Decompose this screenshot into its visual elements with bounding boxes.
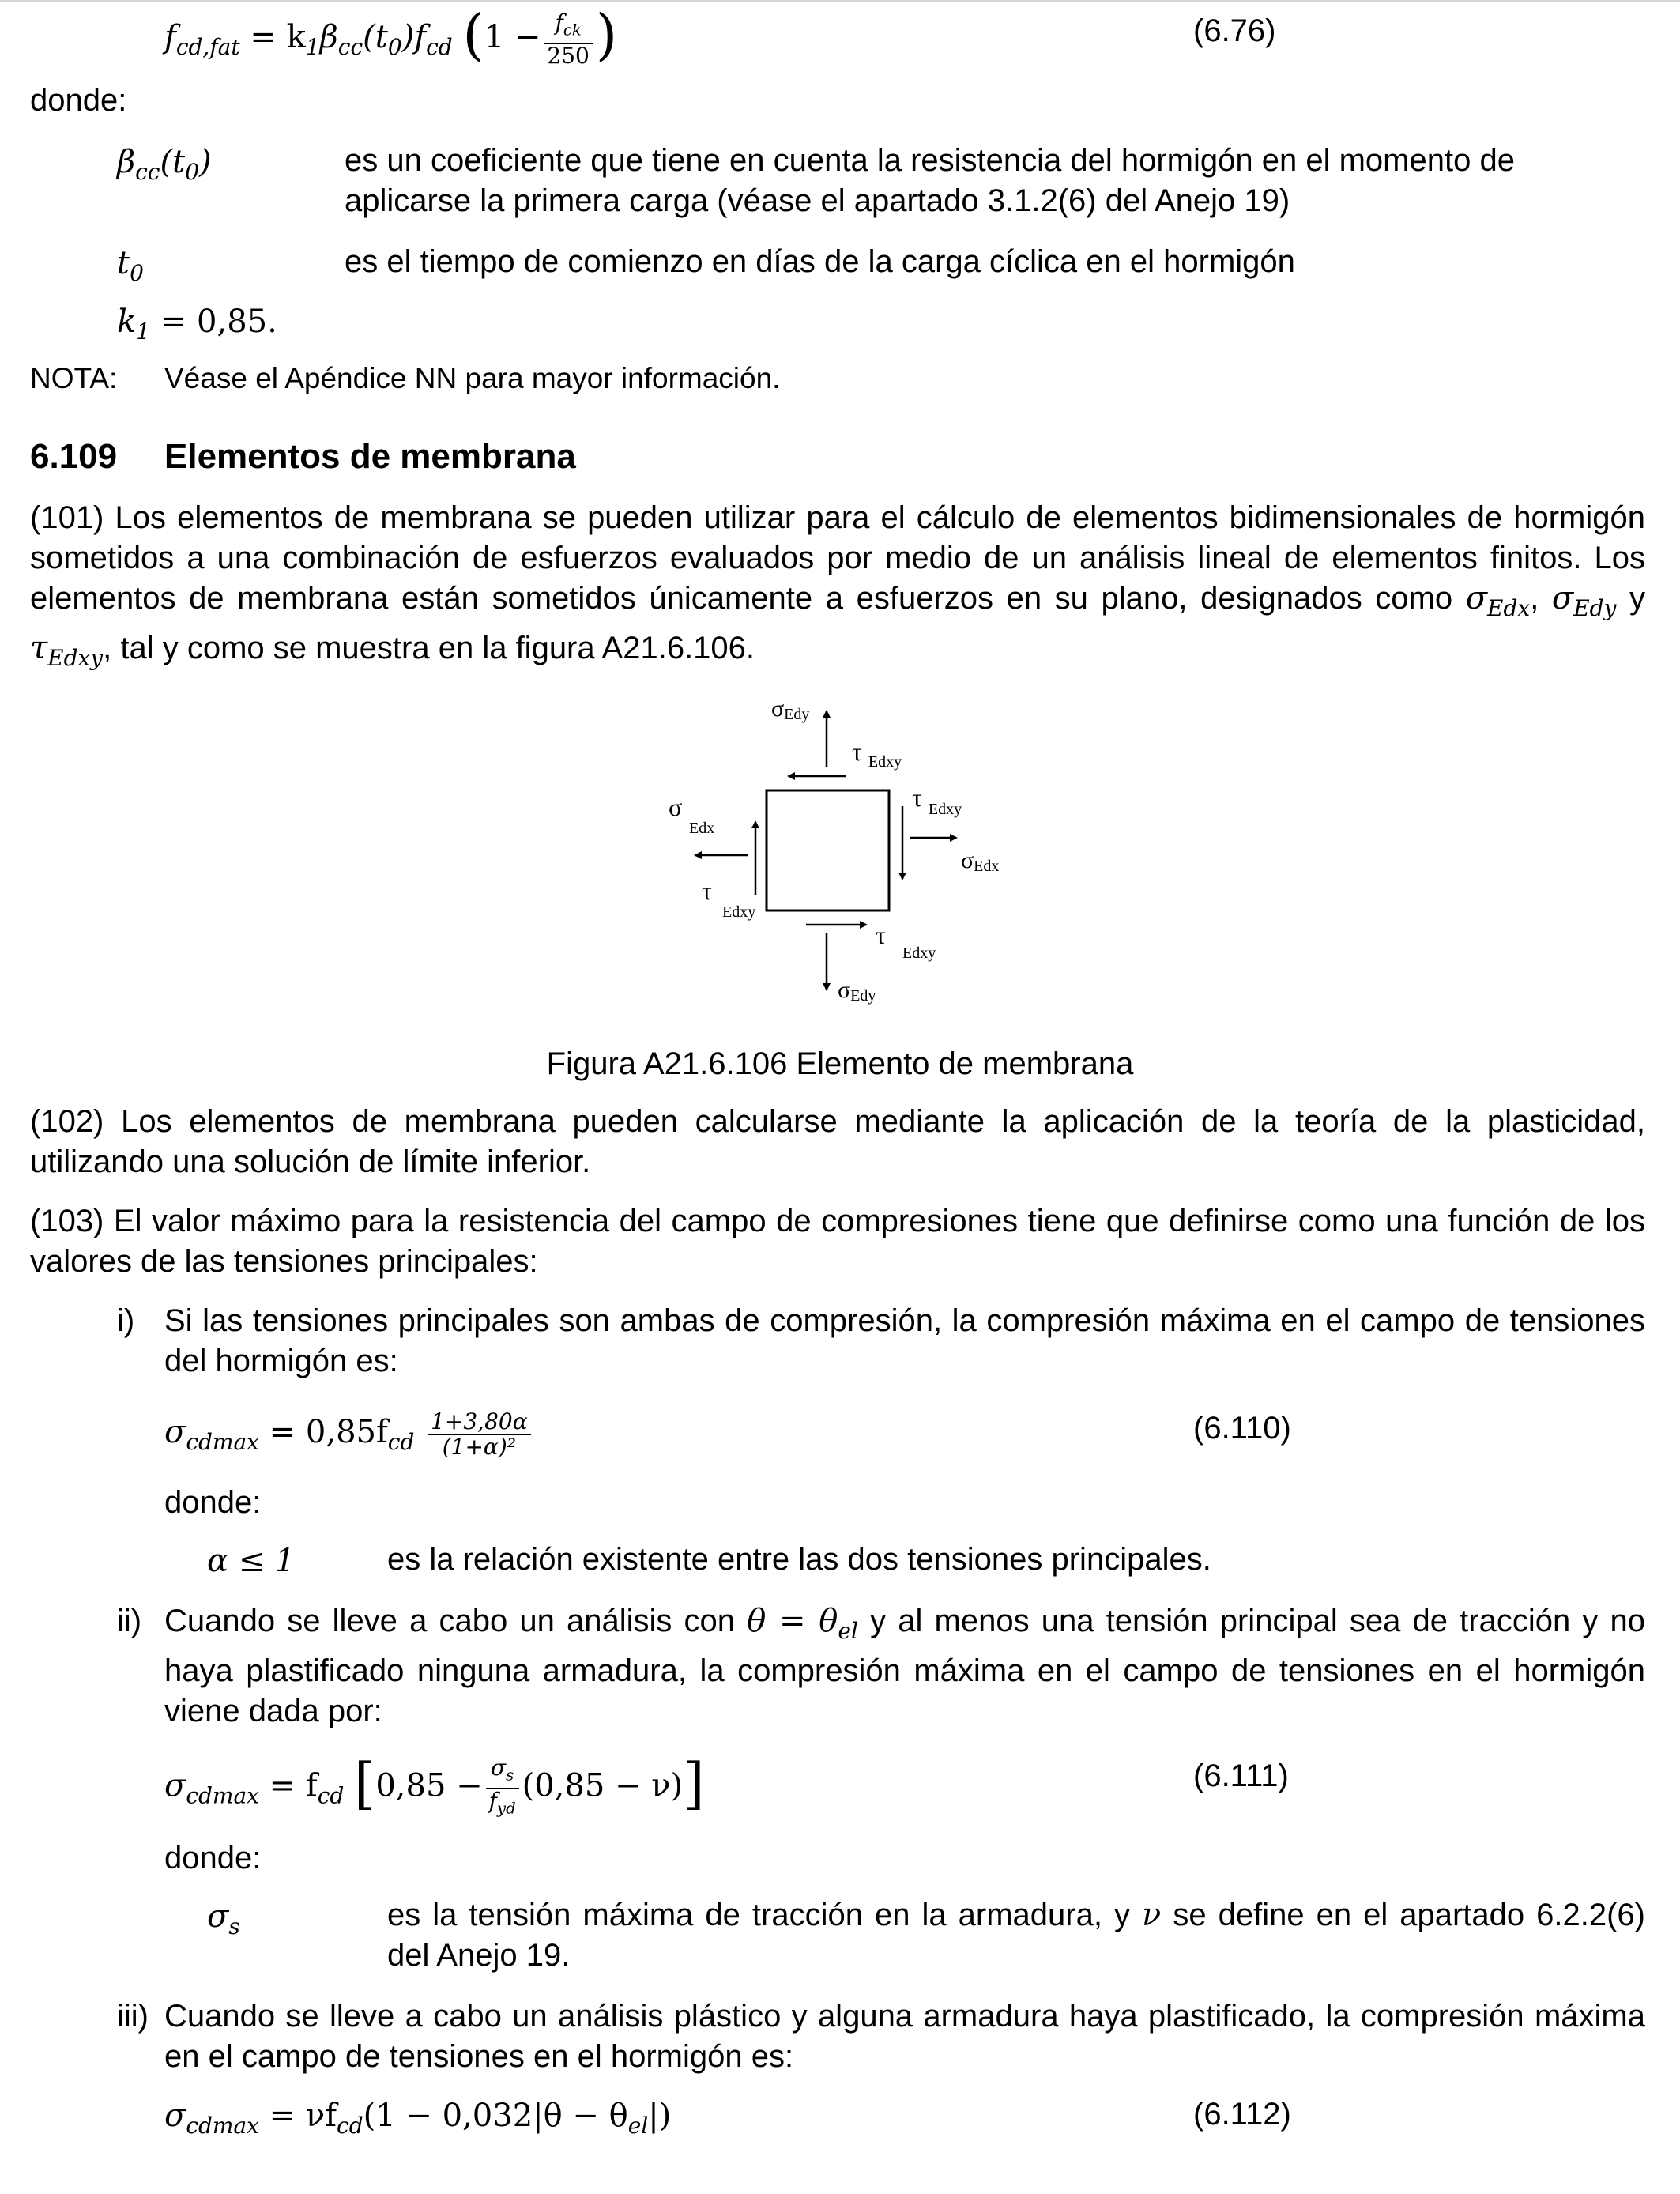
label-tau-right: τ $_{Edxy}$ <box>912 783 962 818</box>
equation-number: (6.110) <box>1193 1411 1291 1446</box>
membrane-square <box>767 790 889 910</box>
note <box>30 359 780 398</box>
symbol-beta-cc: $\beta_{cc}(t_0)$ <box>117 144 212 185</box>
definition-text: es la relación existente entre las dos tensiones principales. <box>387 1542 1211 1577</box>
symbol-sigma-s: $\sigma_s$ <box>207 1898 240 1940</box>
equation-number: (6.112) <box>1193 2097 1291 2132</box>
donde-label: donde: <box>164 1485 262 1520</box>
membrane-element-figure <box>648 688 1059 1035</box>
k1-value: $k_1 = 0,85$. <box>117 303 277 345</box>
section-number: 6.109 <box>30 437 118 476</box>
label-tau-top: τ $_{Edxy}$ <box>852 737 902 771</box>
label-sigma-edx-right: σEdx <box>961 847 1000 875</box>
equation-number: (6.111) <box>1193 1759 1289 1793</box>
definition-text: es un coeficiente que tiene en cuenta la resistencia del hormigón en el momento de aplicarse la primera carga (véase el apartado 3.1.2(6) del Anejo 19) <box>345 143 1515 218</box>
equation-6-111: $\sigma_{cdmax} = f_{cd}$ [0,85 − $\frac{\sigma_s}{f_{yd}}$ (0,85 − ν)] <box>164 1751 705 1818</box>
paragraph-number: (102) <box>30 1104 104 1139</box>
donde-label: donde: <box>30 83 127 118</box>
definition-text: es el tiempo de comienzo en días de la carga cíclica en el hormigón <box>345 244 1295 279</box>
label-tau-bottom-sub: Edxy <box>902 944 936 962</box>
item-ii-text: Cuando se lleve a cabo un análisis con $\theta = \theta_{el}$ y al menos una tensión principal sea de tracción y no haya plastificado ninguna armadura, la compresión máxima en el campo de tensiones en el hormigón viene dada por: <box>164 1603 1645 1728</box>
label-tau-left: τ <box>702 876 712 905</box>
note-text: Véase el Apéndice NN para mayor información. <box>164 362 781 394</box>
label-tau-bottom: τ <box>876 921 886 949</box>
paragraph-102: (102) Los elementos de membrana pueden calcularse mediante la aplicación de la teoría de la plasticidad, utilizando una solución de límite inferior. <box>30 1104 1646 1179</box>
equation-6-112: $\sigma_{cdmax} = \nu f_{cd}(1 - 0,032|\theta - \theta_{el}|)$ <box>164 2098 672 2139</box>
paragraph-103: (103) El valor máximo para la resistencia del campo de compresiones tiene que definirse como una función de los valores de las tensiones principales: <box>30 1204 1645 1279</box>
label-sigma-edx-left: σ <box>669 793 683 821</box>
item-i-text: Si las tensiones principales son ambas de compresión, la compresión máxima en el campo de tensiones del hormigón es: <box>164 1303 1645 1378</box>
item-label-ii: ii) <box>117 1604 142 1638</box>
item-label-i: i) <box>117 1303 135 1338</box>
section-heading <box>30 433 576 481</box>
note-label: NOTA: <box>30 362 118 394</box>
label-sigma-edx-left-sub: Edx <box>689 820 715 837</box>
symbol-alpha: α ≤ 1 <box>207 1543 296 1579</box>
symbol-t0: $t_0$ <box>117 245 144 286</box>
equation-6-110: $\sigma_{cdmax} = 0,85f_{cd}$ $\frac{1+3,80\alpha}{\text{(1+α)²}}$ <box>164 1410 534 1462</box>
equation-6-76: $f_{cd,fat} = k_1\beta_{cc}(t_0)f_{cd}$ (1 − $\frac{f_{ck}}{250}$ ) <box>164 2 618 69</box>
donde-label: donde: <box>164 1841 262 1875</box>
paragraph-101: (101) Los elementos de membrana se pueden utilizar para el cálculo de elementos bidimensionales de hormigón sometidos a una combinación de esfuerzos evaluados por medio de un análisis lineal de elementos finitos. Los elementos de membrana están sometidos únicamente a esfuerzos en su plano, designados como $\sigma_{Edx}$, $\sigma_{Edy}$ y $\tau_{Edxy}$, tal y como se muestra en la figura A21.6.106. <box>30 500 1645 671</box>
equation-number: (6.76) <box>1193 13 1276 48</box>
item-label-iii: iii) <box>117 1999 149 2034</box>
top-rule <box>0 0 1680 2</box>
section-title: Elementos de membrana <box>164 437 576 476</box>
definition-text: es la tensión máxima de tracción en la armadura, y ν se define en el apartado 6.2.2(6) del Anejo 19. <box>387 1897 1645 1973</box>
label-sigma-edy-top: σEdy <box>771 696 810 723</box>
label-tau-left-sub: Edxy <box>722 903 756 921</box>
figure-caption: Figura A21.6.106 Elemento de membrana <box>546 1046 1134 1081</box>
label-sigma-edy-bottom: σEdy <box>838 977 876 1005</box>
item-iii-text: Cuando se lleve a cabo un análisis plástico y alguna armadura haya plastificado, la compresión máxima en el campo de tensiones en el hormigón es: <box>164 1999 1645 2074</box>
paragraph-number: (103) <box>30 1204 104 1238</box>
paragraph-number: (101) <box>30 500 104 535</box>
